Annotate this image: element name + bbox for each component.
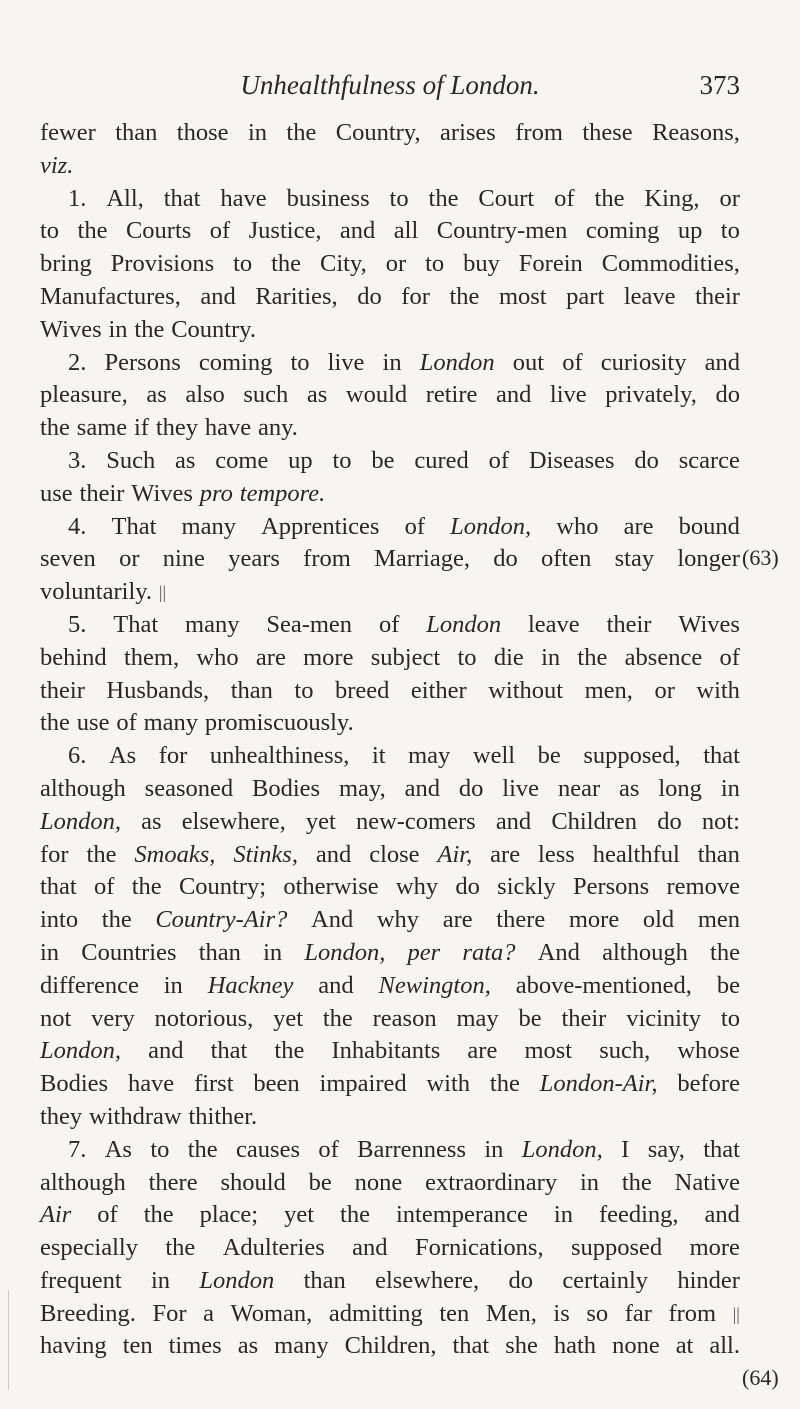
page-number: 373 [699, 70, 740, 100]
text-line: Bodies have first been impaired with the London-Air, before [40, 1070, 740, 1098]
text-line: although there should be none extraordinary in the Native [40, 1168, 740, 1196]
text-line: 1. All, that have business to the Court of the King, or [68, 184, 740, 212]
text-line: seven or nine years from Marriage, do often stay longer [40, 545, 740, 573]
text-line: 7. As to the causes of Barrenness in London, I say, that [68, 1135, 740, 1163]
text-line: voluntarily. || [40, 578, 167, 606]
text-line: bring Provisions to the City, or to buy Forein Commodities, [40, 250, 740, 278]
body-text [40, 117, 740, 1363]
text-line: having ten times as many Children, that she hath none at all. [40, 1332, 740, 1360]
margin-note-64: (64) [742, 1365, 779, 1390]
text-line: frequent in London than elsewhere, do certainly hinder [40, 1266, 740, 1294]
text-line: behind them, who are more subject to die in the absence of [40, 643, 740, 671]
text-line: in Countries than in London, per rata? And although the [40, 938, 740, 966]
text-line: Manufactures, and Rarities, do for the most part leave their [40, 282, 740, 310]
text-line: 2. Persons coming to live in London out of curiosity and [68, 348, 740, 376]
page-header [40, 70, 740, 110]
text-line: fewer than those in the Country, arises from these Reasons, [40, 119, 740, 146]
text-line: the same if they have any. [40, 414, 298, 442]
text-line: Air of the place; yet the intemperance in feeding, and [40, 1201, 740, 1229]
text-line: Wives in the Country. [40, 315, 257, 343]
text-line: London, and that the Inhabitants are most such, whose [40, 1037, 740, 1065]
text-line: 4. That many Apprentices of London, who are bound [68, 512, 740, 540]
margin-note-63: (63) [742, 545, 779, 570]
text-line: use their Wives pro tempore. [40, 479, 326, 507]
text-line: pleasure, as also such as would retire and live privately, do [40, 381, 740, 409]
page-edge-shadow [8, 1290, 9, 1390]
text-line: not very notorious, yet the reason may be their vicinity to [40, 1004, 740, 1032]
text-line: 5. That many Sea-men of London leave their Wives [68, 610, 740, 638]
text-line: especially the Adulteries and Fornications, supposed more [40, 1234, 740, 1262]
text-line: 6. As for unhealthiness, it may well be supposed, that [68, 742, 740, 770]
text-line: although seasoned Bodies may, and do live near as long in [40, 774, 740, 802]
text-line: Breeding. For a Woman, admitting ten Men, is so far from || [40, 1299, 740, 1327]
text-line: to the Courts of Justice, and all Country-men coming up to [40, 217, 740, 245]
text-line: for the Smoaks, Stinks, and close Air, are less healthful than [40, 840, 740, 868]
running-title: Unhealthfulness of London. [240, 70, 540, 100]
text-line: London, as elsewhere, yet new-comers and Children do not: [40, 807, 740, 835]
text-line: 3. Such as come up to be cured of Diseases do scarce [68, 446, 740, 474]
text-line: they withdraw thither. [40, 1102, 258, 1130]
text-line: viz. [40, 151, 74, 179]
text-line: their Husbands, than to breed either without men, or with [40, 676, 740, 704]
text-line: into the Country-Air? And why are there more old men [40, 906, 740, 934]
text-line: the use of many promiscuously. [40, 709, 354, 737]
text-line: difference in Hackney and Newington, above-mentioned, be [40, 971, 740, 999]
text-line: that of the Country; otherwise why do sickly Persons remove [40, 873, 740, 901]
